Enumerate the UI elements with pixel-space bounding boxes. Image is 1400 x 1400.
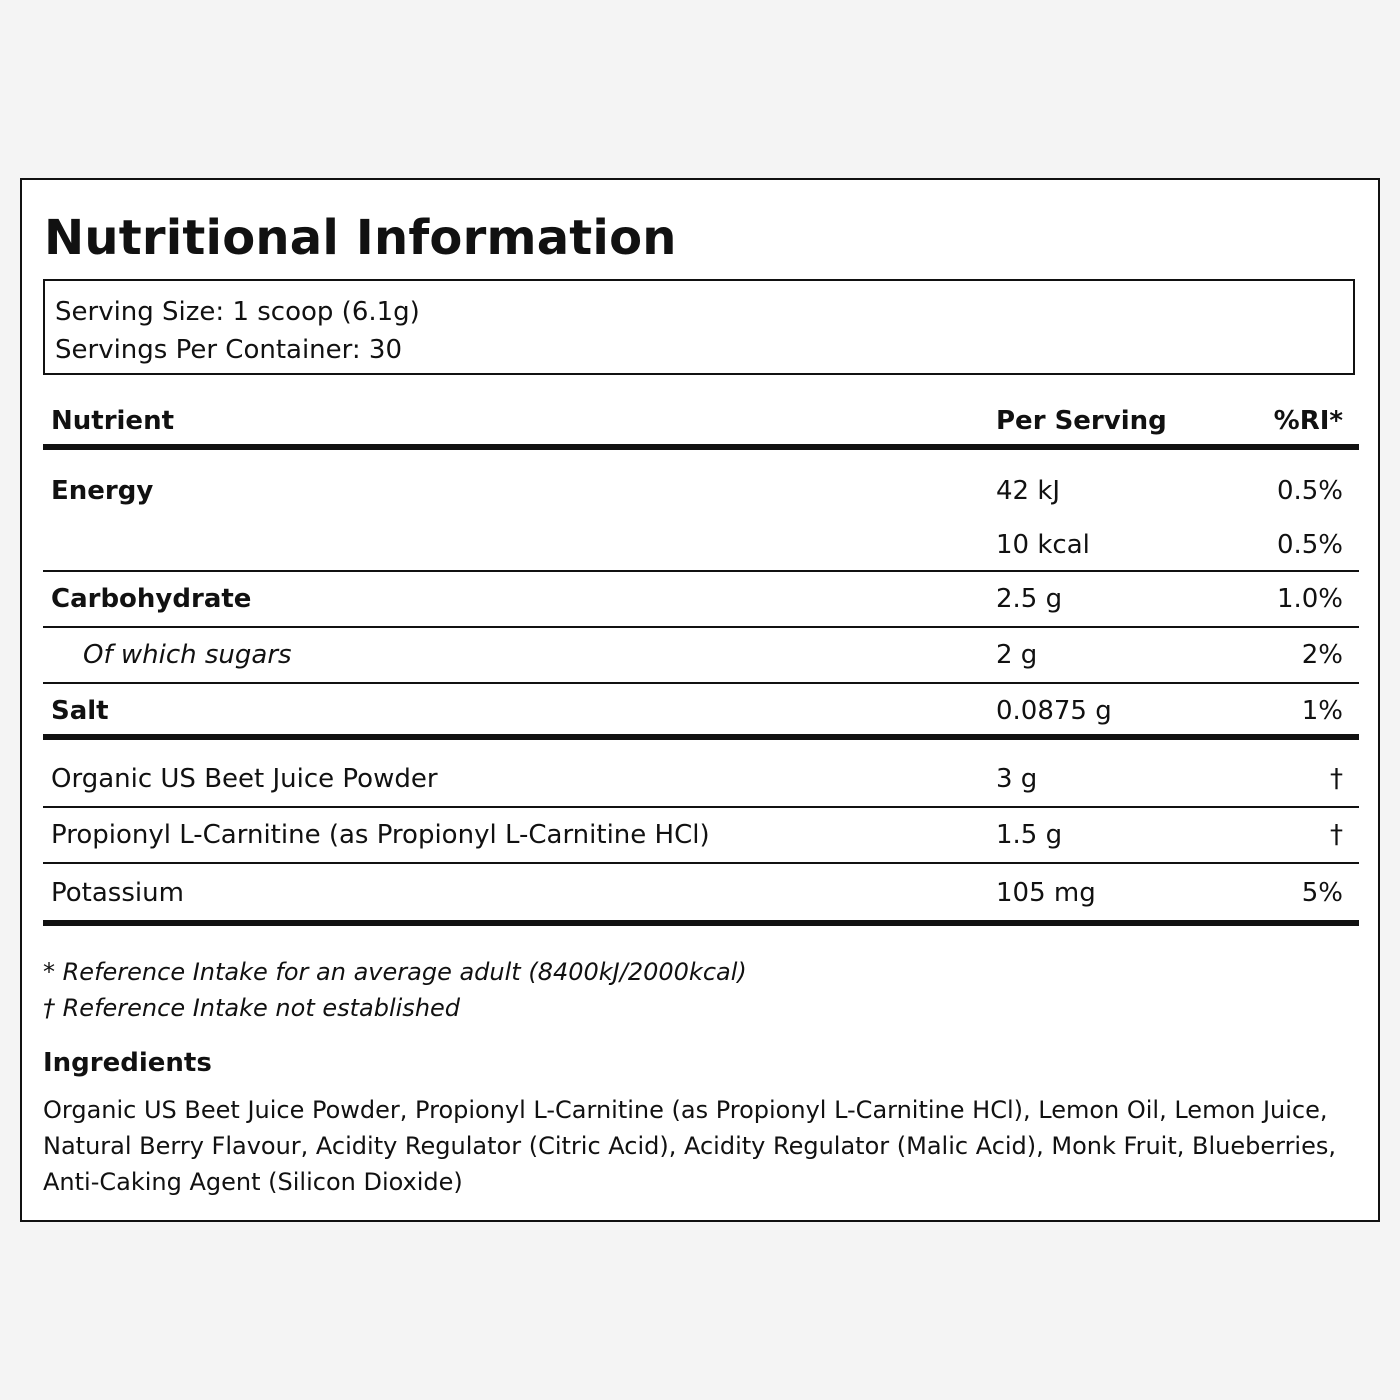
serving-info-box [43,279,1355,375]
energy-kcal-ri: 0.5% [1276,530,1343,560]
table-row-carbohydrate [43,572,1359,628]
table-row-carnitine [43,808,1359,864]
footnote-not-established: † Reference Intake not established [43,994,461,1022]
nutrient-amount: 2 g [996,640,1038,670]
nutrient-name: Carbohydrate [51,584,252,614]
ingredients-heading: Ingredients [43,1048,212,1078]
energy-kj-amount: 42 kJ [996,476,1061,506]
table-row-beet-juice [43,740,1359,808]
energy-kcal-amount: 10 kcal [996,530,1090,560]
nutrient-amount: 2.5 g [996,584,1063,614]
nutrient-ri: 5% [1301,878,1343,908]
footnote-reference-intake: * Reference Intake for an average adult (8400kJ/2000kcal) [43,958,747,986]
table-header-row [43,394,1359,450]
nutrient-ri: † [1330,764,1343,794]
energy-ri-values [1246,476,1351,560]
nutrient-ri: 2% [1301,640,1343,670]
nutrition-table [43,394,1359,926]
ingredients-list: Organic US Beet Juice Powder, Propionyl L-Carnitine (as Propionyl L-Carnitine HCl), Lemon Oil, Lemon Juice, Natural Berry Flavour, Acidity Regulator (Citric Acid), Acidity Regulator (Malic Acid), Monk Fruit, Blueberries, Anti-Caking Agent (Silicon Dioxide) [43,1096,1336,1196]
energy-kj-ri: 0.5% [1276,476,1343,506]
nutrient-ri: 1.0% [1276,584,1343,614]
table-row-sugars [43,628,1359,684]
nutrient-ri: † [1330,820,1343,850]
nutrient-name: Propionyl L-Carnitine (as Propionyl L-Carnitine HCl) [51,820,710,850]
table-row-energy [43,450,1359,572]
nutrient-name: Salt [51,696,109,726]
energy-amounts [996,476,1246,560]
header-ri: %RI* [1273,406,1343,436]
nutrient-amount: 3 g [996,764,1038,794]
footnotes [43,954,747,1026]
nutrient-name: Energy [51,476,154,506]
nutrient-amount: 0.0875 g [996,696,1112,726]
page-title: Nutritional Information [44,210,677,266]
nutrient-name: Of which sugars [83,640,292,670]
header-per-serving: Per Serving [996,406,1167,436]
servings-per-container: Servings Per Container: 30 [55,335,403,365]
nutrient-ri: 1% [1301,696,1343,726]
header-nutrient: Nutrient [51,406,175,436]
nutrient-amount: 1.5 g [996,820,1063,850]
table-row-salt [43,684,1359,740]
nutrition-label-panel [20,178,1380,1222]
nutrient-name: Potassium [51,878,184,908]
serving-size: Serving Size: 1 scoop (6.1g) [55,297,420,327]
nutrient-name: Organic US Beet Juice Powder [51,764,438,794]
nutrient-amount: 105 mg [996,878,1096,908]
table-row-potassium [43,864,1359,926]
